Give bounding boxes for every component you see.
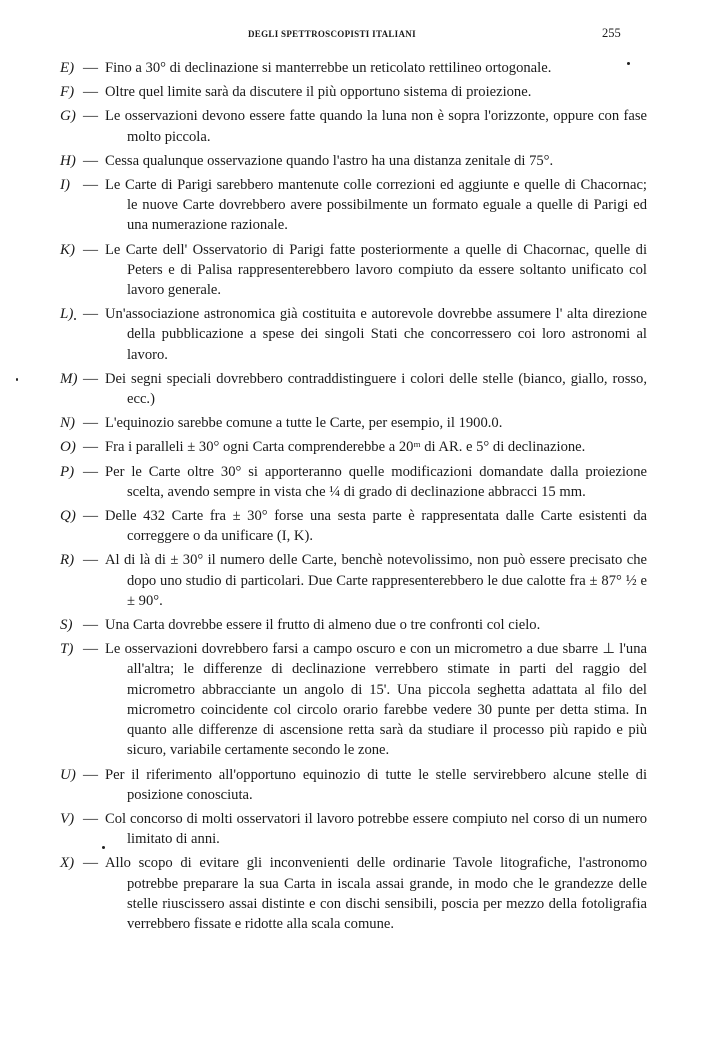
item-text: Le osservazioni dovrebbero farsi a campo oscuro e con un micrometro a due sbarre ⊥ l'una all'altra; le differenze di declinazione verrebbero stimate in parti del raggio del micrometro abbracciante un angolo di 15'. Una piccola seghetta adattata al filo del micrometro coincidente col circolo orario farebbe vedere 30 punte per detta stima. In quanto alle differenze di ascensione retta sarà da studiare il processo più rapido e più sicuro, variabile certamente secondo le zone.: [105, 641, 647, 759]
list-item: [0, 369, 720, 409]
item-text: Per il riferimento all'opportuno equinozio di tutte le stelle servirebbero alcune stelle di posizione conosciuta.: [105, 766, 647, 803]
item-dash: —: [83, 855, 98, 872]
item-label: S): [60, 617, 73, 634]
running-head: DEGLI SPETTROSCOPISTI ITALIANI: [248, 29, 416, 39]
item-dash: —: [83, 641, 98, 658]
list-item: [0, 853, 720, 934]
list-item: [0, 175, 720, 236]
list-item: [0, 550, 720, 611]
item-label: I): [60, 177, 70, 194]
item-text: Dei segni speciali dovrebbero contraddistinguere i colori delle stelle (bianco, giallo, rosso, ecc.): [105, 370, 647, 408]
item-text: Al di là di ± 30° il numero delle Carte, benchè notevolissimo, non può essere precisato che dopo uno studio di particolari. Due Carte rappresenterebbero le due calotte fra ± 87° ½ e ± 90°.: [105, 552, 647, 609]
item-text: Un'associazione astronomica già costituita e autorevole dovrebbe assumere l' alta direzione della pubblicazione a spese dei singoli Stati che concorressero coi loro astronomi al lavoro.: [105, 306, 647, 363]
item-text: Allo scopo di evitare gli inconvenienti delle ordinarie Tavole litografiche, l'astronomo potrebbe preparare la sua Carta in iscala assai grande, in modo che le grandezze delle stelle riuscissero assai distinte e con dischi sensibili, poscia per mezzo della fotoligrafia verrebbero fissate e ridotte alla scala comune.: [105, 855, 647, 932]
item-label: M): [60, 370, 78, 387]
item-dash: —: [83, 84, 98, 101]
list-item: [0, 106, 720, 146]
item-text: Per le Carte oltre 30° si apporteranno quelle modificazioni domandate dalla proiezione scelta, avendo sempre in vista che ¼ di grado di declinazione abbracci 15 mm.: [105, 463, 647, 500]
list-item: [0, 437, 720, 457]
list-item: [0, 615, 720, 635]
item-dash: —: [83, 306, 98, 323]
item-label: N): [60, 415, 75, 432]
list-item: [0, 765, 720, 805]
item-text: Le Carte dell' Osservatorio di Parigi fatte posteriormente a quelle di Chacornac, quelle di Peters e di Palisa rappresenterebbero lavoro compiuto da essere soltanto unificato col lavoro generale.: [105, 241, 647, 299]
page-header: [0, 26, 720, 46]
item-label: T): [60, 641, 74, 658]
item-text: L'equinozio sarebbe comune a tutte le Carte, per esempio, il 1900.0.: [105, 415, 503, 432]
item-dash: —: [83, 463, 98, 480]
item-list: [0, 58, 720, 938]
item-label: X): [60, 855, 75, 872]
item-text: Col concorso di molti osservatori il lavoro potrebbe essere compiuto nel corso di un numero limitato di anni.: [105, 810, 647, 848]
item-label: H): [60, 152, 76, 169]
list-item: [0, 413, 720, 433]
ink-speck: [74, 318, 76, 320]
item-dash: —: [83, 415, 98, 432]
list-item: [0, 506, 720, 546]
item-text: Delle 432 Carte fra ± 30° forse una sesta parte è rappresentata dalle Carte esistenti da correggere o da unificare (I, K).: [105, 508, 647, 545]
item-dash: —: [83, 108, 98, 125]
item-dash: —: [83, 617, 98, 634]
item-label: Q): [60, 508, 76, 525]
item-label: E): [60, 60, 75, 76]
ink-speck: [16, 378, 18, 381]
list-item: [0, 462, 720, 502]
page-number: 255: [602, 26, 621, 40]
ink-speck: [102, 846, 105, 849]
list-item: [0, 58, 720, 78]
item-label: L): [60, 306, 74, 323]
item-dash: —: [83, 439, 98, 456]
item-dash: —: [83, 508, 98, 525]
list-item: [0, 240, 720, 301]
item-text: Le osservazioni devono essere fatte quando la luna non è sopra l'orizzonte, oppure con fase molto piccola.: [105, 108, 647, 145]
item-dash: —: [83, 370, 98, 387]
list-item: [0, 151, 720, 171]
item-dash: —: [83, 152, 98, 169]
item-dash: —: [83, 177, 98, 194]
list-item: [0, 809, 720, 849]
item-label: U): [60, 766, 76, 783]
item-label: F): [60, 84, 75, 101]
item-label: K): [60, 241, 75, 258]
item-label: O): [60, 439, 76, 456]
item-label: V): [60, 810, 75, 827]
item-label: P): [60, 463, 75, 480]
item-dash: —: [83, 766, 98, 783]
item-dash: —: [83, 810, 98, 827]
item-text: Una Carta dovrebbe essere il frutto di almeno due o tre confronti col cielo.: [105, 617, 541, 634]
item-text: Fra i paralleli ± 30° ogni Carta comprenderebbe a 20ᵐ di AR. e 5° di declinazione.: [105, 439, 586, 456]
item-text: Oltre quel limite sarà da discutere il più opportuno sistema di proiezione.: [105, 84, 532, 101]
item-text: Le Carte di Parigi sarebbero mantenute colle correzioni ed aggiunte e quelle di Chacornac; le nuove Carte dovrebbero avere possibilmente un formato eguale a quelle di Parigi ed una numerazione razionale.: [105, 177, 647, 234]
item-dash: —: [83, 241, 98, 258]
list-item: [0, 82, 720, 102]
item-label: G): [60, 108, 76, 125]
item-dash: —: [83, 552, 98, 569]
item-text: Fino a 30° di declinazione si manterrebbe un reticolato rettilineo ortogonale.: [105, 60, 552, 76]
item-label: R): [60, 552, 75, 569]
list-item: [0, 304, 720, 365]
item-dash: —: [83, 60, 98, 76]
ink-speck: [627, 62, 630, 65]
item-text: Cessa qualunque osservazione quando l'astro ha una distanza zenitale di 75°.: [105, 152, 554, 169]
list-item: [0, 639, 720, 760]
